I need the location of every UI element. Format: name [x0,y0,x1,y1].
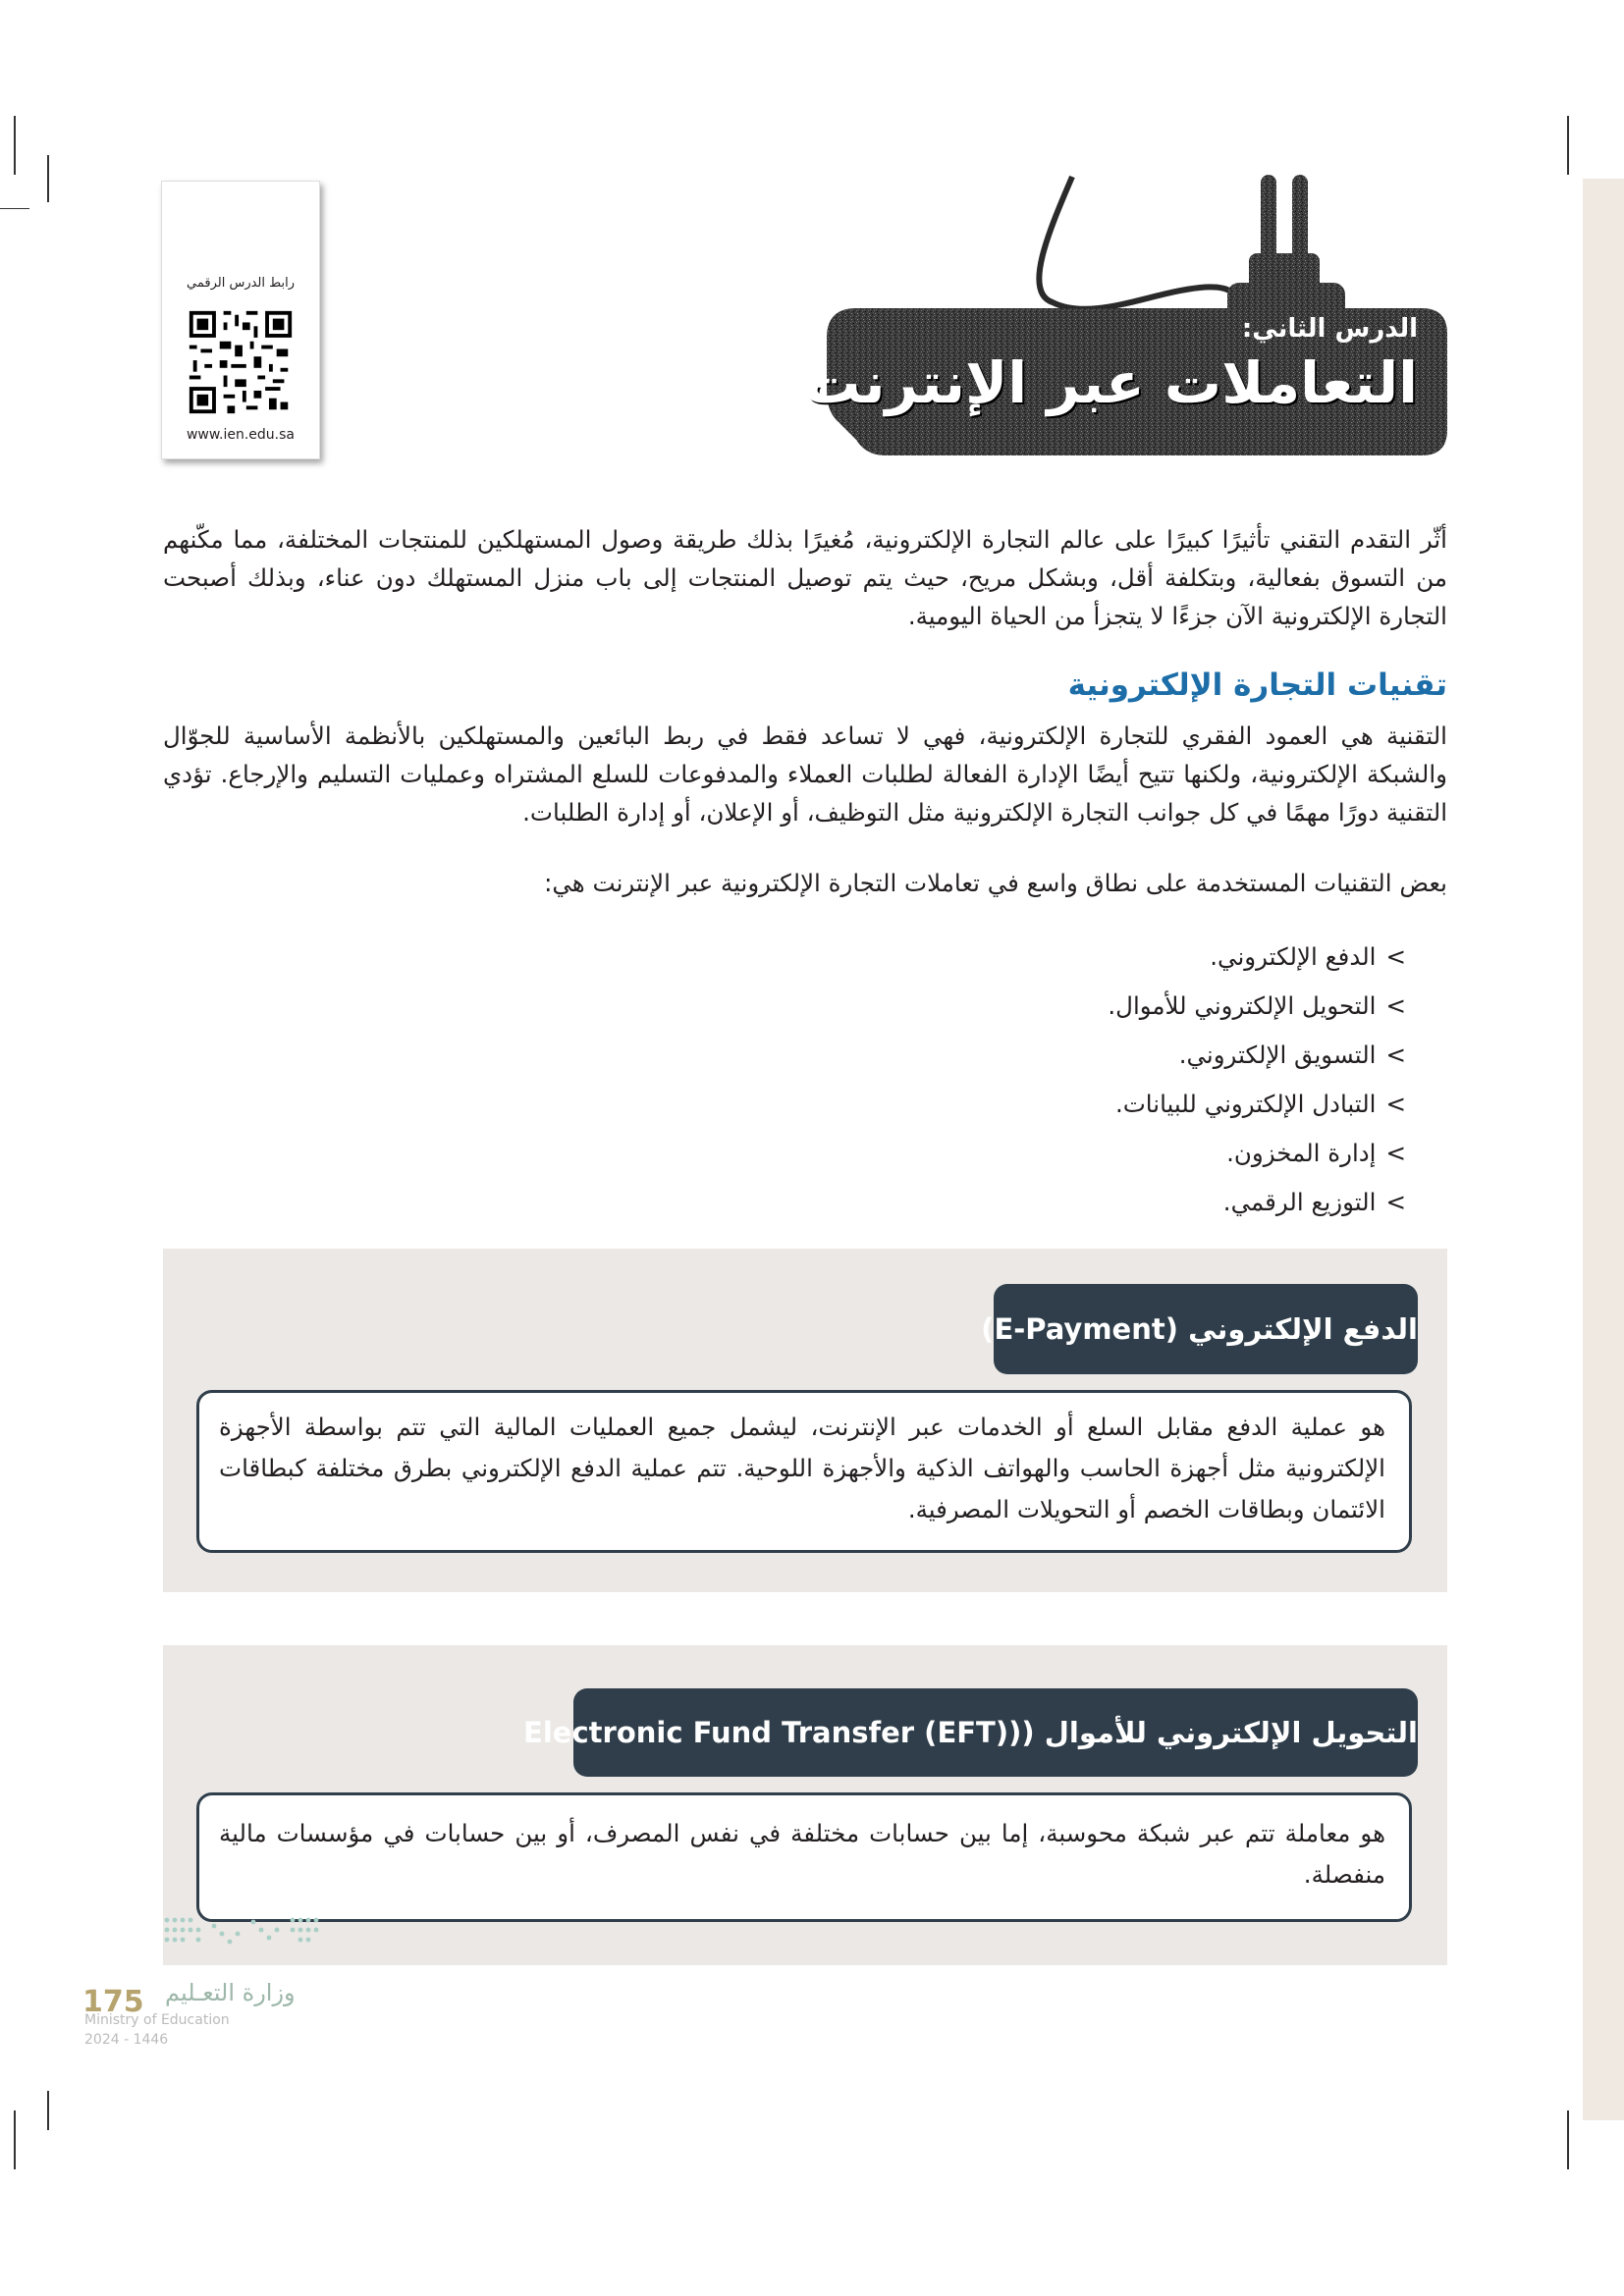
list-item: >التحويل الإلكتروني للأموال. [719,982,1406,1031]
eft-title-tab: التحويل الإلكتروني للأموال ((Electronic Fund Transfer (EFT) [573,1688,1418,1777]
technologies-list [719,933,1406,1227]
section-heading: تقنيات التجارة الإلكترونية [1067,667,1447,703]
crop-mark [1567,2110,1569,2169]
crop-mark [1567,116,1569,175]
page-edge-strip [1583,179,1624,2120]
crop-mark [14,116,16,175]
crop-mark [47,2091,49,2130]
cable-decoration [1039,177,1239,312]
crop-mark [0,208,29,209]
epayment-title-tab: الدفع الإلكتروني (E-Payment) [994,1284,1418,1374]
bullet-arrow-icon: > [1385,1090,1406,1118]
edition-year: 2024 - 1446 [84,2032,169,2048]
ministry-name-english: Ministry of Education [84,2012,230,2028]
crop-mark [14,2110,16,2169]
list-item: >الدفع الإلكتروني. [719,933,1406,982]
plug-prong-icon [1292,175,1308,265]
intro-paragraph: أثّر التقدم التقني تأثيرًا كبيرًا على عالم التجارة الإلكترونية، مُغيرًا بذلك طريقة وصول المستهلكين للمنتجات المختلفة، مما مكّنهم من التسوق بفعالية، وبتكلفة أقل، وبشكل مريح، حيث يتم توصيل المنتجات إلى باب منزل المستهلك دون عناء، وبذلك أصبحت التجارة الإلكترونية الآن جزءًا لا يتجزأ من الحياة اليومية. [163,525,1447,630]
lesson-label: الدرس الثاني: [1241,314,1418,344]
qr-code-icon[interactable] [186,307,296,417]
bullet-arrow-icon: > [1385,942,1406,971]
plug-prong-icon [1261,175,1276,265]
bullet-arrow-icon: > [1385,991,1406,1020]
epayment-definition: هو عملية الدفع مقابل السلع أو الخدمات عبر الإنترنت، ليشمل جميع العمليات المالية التي تتم بواسطة الأجهزة الإلكترونية مثل أجهزة الحاسب والهواتف الذكية والأجهزة اللوحية. تتم عملية الدفع الإلكتروني بطرق مختلفة كبطاقات الائتمان وبطاقات الخصم أو التحويلات المصرفية. [219,1413,1385,1523]
list-item: >التبادل الإلكتروني للبيانات. [719,1080,1406,1129]
list-item: >التسويق الإلكتروني. [719,1031,1406,1080]
list-intro: بعض التقنيات المستخدمة على نطاق واسع في تعاملات التجارة الإلكترونية عبر الإنترنت هي: [544,869,1447,897]
crop-mark [47,155,49,202]
eft-definition-box [196,1792,1412,1922]
epayment-definition-box [196,1390,1412,1553]
tech-paragraph: التقنية هي العمود الفقري للتجارة الإلكترونية، فهي لا تساعد فقط في ربط البائعين والمستهلكين بالأنظمة الأساسية للجوّال والشبكة الإلكترونية، ولكنها تتيح أيضًا الإدارة الفعالة لطلبات العملاء والمدفوعات للسلع المشتراه وعمليات التسليم والإرجاع. تؤدي التقنية دورًا مهمًا في كل جوانب التجارة الإلكترونية مثل التوظيف، أو الإعلان، أو إدارة الطلبات. [163,721,1447,827]
eft-definition: هو معاملة تتم عبر شبكة محوسبة، إما بين حسابات مختلفة في نفس المصرف، أو بين حسابات في مؤسسات مالية منفصلة. [219,1819,1385,1889]
ministry-dots-logo [163,1912,320,1953]
digital-lesson-qr-card[interactable] [161,181,320,459]
qr-caption: رابط الدرس الرقمي [187,276,295,291]
page-number: 175 [82,1985,144,2019]
lesson-title: التعاملات عبر الإنترنت [803,349,1418,416]
list-item: >إدارة المخزون. [719,1129,1406,1178]
bullet-arrow-icon: > [1385,1139,1406,1167]
qr-url[interactable]: www.ien.edu.sa [186,427,296,443]
list-item: >التوزيع الرقمي. [719,1178,1406,1227]
bullet-arrow-icon: > [1385,1188,1406,1216]
bullet-arrow-icon: > [1385,1041,1406,1069]
ministry-name-arabic: وزارة التعـليم [165,1979,296,2006]
